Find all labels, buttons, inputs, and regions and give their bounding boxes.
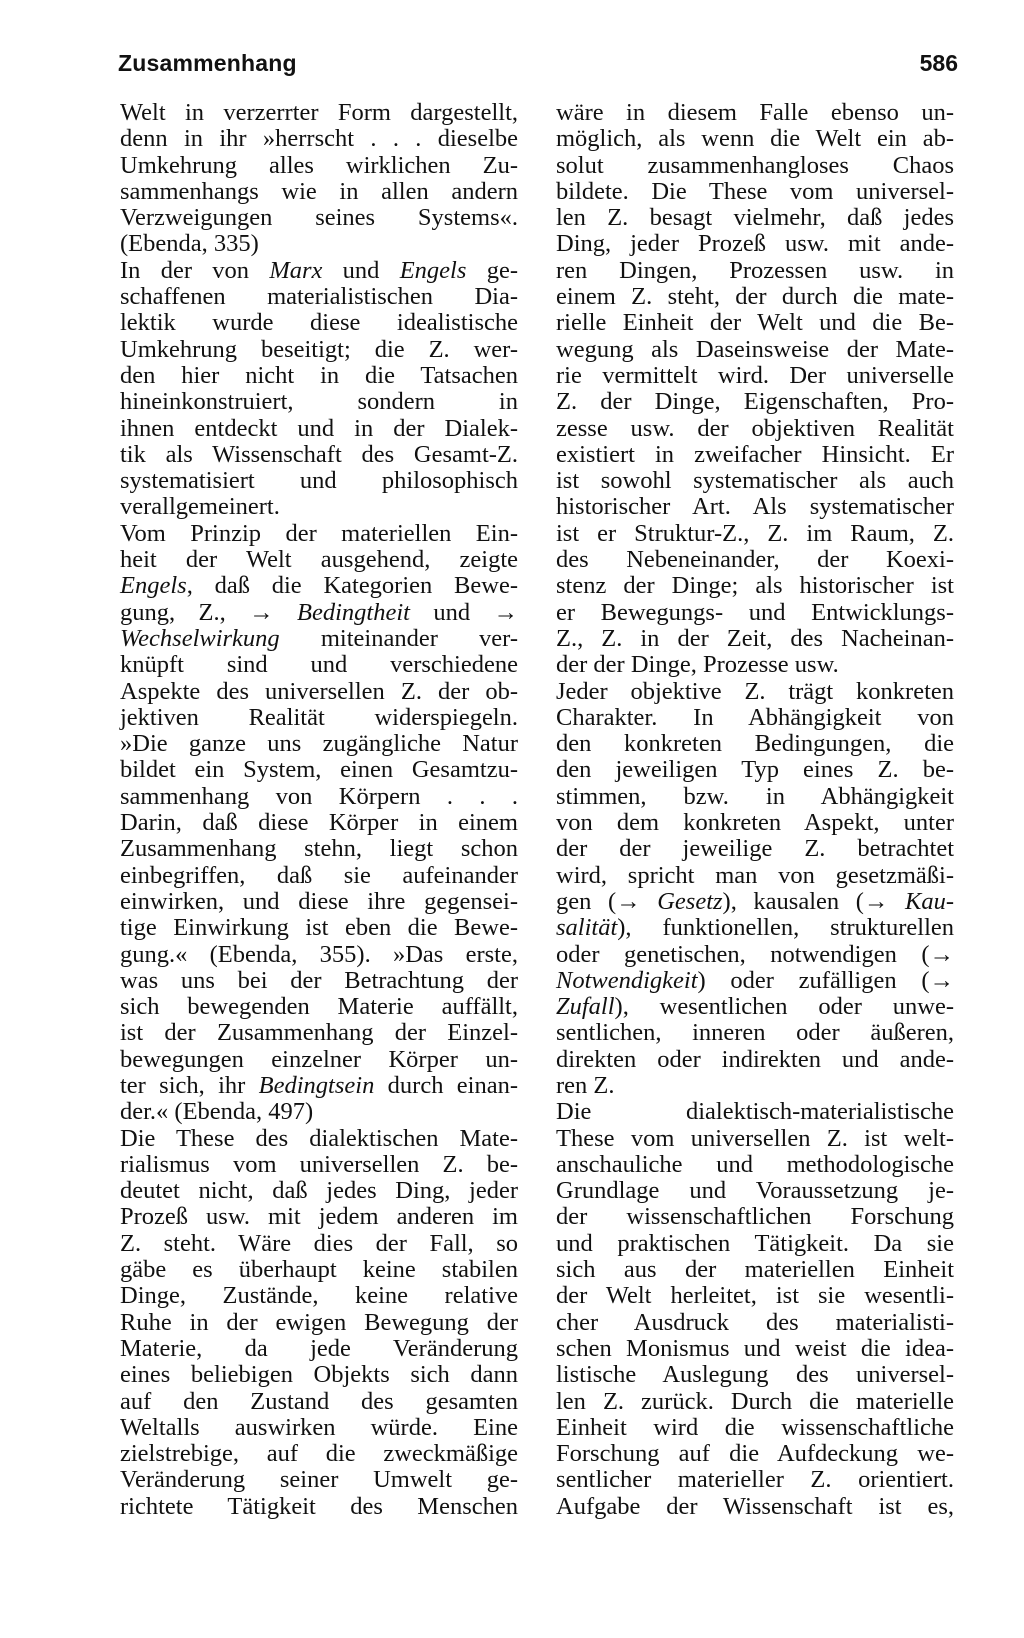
text-line: wäre in diesem Falle ebenso un- bbox=[556, 99, 954, 126]
text-line: Umkehrung beseitigt; die Z. wer- bbox=[120, 335, 518, 363]
text-line: von dem konkreten Aspekt, unter bbox=[556, 809, 954, 837]
text-line: deutet nicht, daß jedes Ding, jeder bbox=[120, 1177, 518, 1205]
text-line: stimmen, bzw. in Abhängigkeit bbox=[556, 782, 954, 810]
text-line: was uns bei der Betrachtung der bbox=[120, 966, 518, 994]
text-line: gung.« (Ebenda, 355). »Das erste, bbox=[120, 940, 518, 968]
text-line: Engels, daß die Kategorien Bewe- bbox=[120, 572, 518, 600]
text-line: bewegungen einzelner Körper un- bbox=[120, 1045, 518, 1073]
text-line: Z. steht. Wäre dies der Fall, so bbox=[120, 1229, 518, 1257]
text-line: heit der Welt ausgehend, zeigte bbox=[120, 546, 518, 574]
text-line: sammenhangs wie in allen andern bbox=[120, 177, 518, 205]
text-line: Grundlage und Voraussetzung je- bbox=[556, 1177, 954, 1205]
text-line: und praktischen Tätigkeit. Da sie bbox=[556, 1229, 954, 1257]
text-line: jektiven Realität widerspiegeln. bbox=[120, 703, 518, 731]
text-line: Z. der Dinge, Eigenschaften, Pro- bbox=[556, 388, 954, 416]
text-line: sentlicher materieller Z. orientiert. bbox=[556, 1466, 954, 1494]
text-line: tige Einwirkung ist eben die Bewe- bbox=[120, 914, 518, 942]
text-line: historischer Art. Als systematischer bbox=[556, 493, 954, 521]
page-header bbox=[118, 50, 958, 84]
text-line: These vom universellen Z. ist welt- bbox=[556, 1124, 954, 1152]
text-line: Notwendigkeit) oder zufälligen (→ bbox=[556, 966, 954, 994]
text-line: Die These des dialektischen Mate- bbox=[120, 1124, 518, 1152]
text-line: eines beliebigen Objekts sich dann bbox=[120, 1361, 518, 1389]
text-line: Charakter. In Abhängigkeit von bbox=[556, 703, 954, 731]
text-line: Zufall), wesentlichen oder unwe- bbox=[556, 993, 954, 1021]
text-line: »Die ganze uns zugängliche Natur bbox=[120, 730, 518, 758]
text-line: direkten oder indirekten und ande- bbox=[556, 1045, 954, 1073]
text-line: verallgemeinert. bbox=[120, 493, 280, 521]
text-line: tik als Wissenschaft des Gesamt-Z. bbox=[120, 440, 518, 468]
text-line: In der von Marx und Engels ge- bbox=[120, 256, 518, 284]
text-line: stenz der Dinge; als historischer ist bbox=[556, 572, 954, 600]
text-line: ren Dingen, Prozessen usw. in bbox=[556, 256, 954, 284]
text-line: Prozeß usw. mit jedem anderen im bbox=[120, 1203, 518, 1231]
text-line: Vom Prinzip der materiellen Ein- bbox=[120, 519, 518, 547]
text-line: schen Monismus und weist die idea- bbox=[556, 1334, 954, 1362]
text-line: Ruhe in der ewigen Bewegung der bbox=[120, 1308, 518, 1336]
text-line: Einheit wird die wissenschaftliche bbox=[556, 1413, 954, 1441]
text-line: wird, spricht man von gesetzmäßi- bbox=[556, 861, 954, 889]
text-line: existiert in zweifacher Hinsicht. Er bbox=[556, 440, 954, 468]
text-line: zielstrebige, auf die zweckmäßige bbox=[120, 1440, 518, 1468]
text-line: rie vermittelt wird. Der universelle bbox=[556, 361, 954, 389]
text-line: knüpft sind und verschiedene bbox=[120, 651, 518, 679]
text-line: systematisiert und philosophisch bbox=[120, 467, 518, 495]
text-line: bildet ein System, einen Gesamtzu- bbox=[120, 756, 518, 784]
text-line: ist der Zusammenhang der Einzel- bbox=[120, 1019, 518, 1047]
text-line: (Ebenda, 335) bbox=[120, 230, 259, 258]
text-line: rielle Einheit der Welt und die Be- bbox=[556, 309, 954, 337]
text-line: denn in ihr »herrscht . . . dieselbe bbox=[120, 125, 518, 153]
text-line: hineinkonstruiert, sondern in bbox=[120, 388, 518, 416]
text-line: Aufgabe der Wissenschaft ist es, bbox=[556, 1492, 954, 1520]
text-line: ist er Struktur-Z., Z. im Raum, Z. bbox=[556, 519, 954, 547]
text-line: Umkehrung alles wirklichen Zu- bbox=[120, 151, 518, 179]
text-line: Zusammenhang stehn, liegt schon bbox=[120, 835, 518, 863]
text-line: auf den Zustand des gesamten bbox=[120, 1387, 518, 1415]
text-line: len Z. zurück. Durch die materielle bbox=[556, 1387, 954, 1415]
text-line: Materie, da jede Veränderung bbox=[120, 1334, 518, 1362]
text-line: ihnen entdeckt und in der Dialek- bbox=[120, 414, 518, 442]
text-line: richtete Tätigkeit des Menschen bbox=[120, 1492, 518, 1520]
text-line: listische Auslegung des universel- bbox=[556, 1361, 954, 1389]
text-line: einwirken, und diese ihre gegensei- bbox=[120, 887, 518, 915]
text-line: schaffenen materialistischen Dia- bbox=[120, 283, 518, 311]
text-line: den konkreten Bedingungen, die bbox=[556, 730, 954, 758]
text-line: Z., Z. in der Zeit, des Nacheinan- bbox=[556, 624, 954, 652]
text-line: des Nebeneinander, der Koexi- bbox=[556, 546, 954, 574]
page-number: 586 bbox=[919, 50, 958, 76]
text-line: einbegriffen, daß sie aufeinander bbox=[120, 861, 518, 889]
text-line: Aspekte des universellen Z. der ob- bbox=[120, 677, 518, 705]
text-line: ren Z. bbox=[556, 1071, 615, 1099]
text-line: ter sich, ihr Bedingtsein durch einan- bbox=[120, 1071, 518, 1099]
text-line: oder genetischen, notwendigen (→ bbox=[556, 940, 954, 968]
text-line: möglich, als wenn die Welt ein ab- bbox=[556, 125, 954, 153]
text-line: len Z. besagt vielmehr, daß jedes bbox=[556, 204, 954, 232]
text-line: sammenhang von Körpern . . . bbox=[120, 782, 518, 810]
text-line: salität), funktionellen, strukturellen bbox=[556, 914, 954, 942]
text-line: Weltalls auswirken würde. Eine bbox=[120, 1413, 518, 1441]
text-line: lektik wurde diese idealistische bbox=[120, 309, 518, 337]
text-line: der.« (Ebenda, 497) bbox=[120, 1098, 314, 1126]
text-line: gen (→ Gesetz), kausalen (→ Kau- bbox=[556, 887, 954, 915]
text-line: sich aus der materiellen Einheit bbox=[556, 1256, 954, 1284]
text-line: einem Z. steht, der durch die mate- bbox=[556, 283, 954, 311]
text-line: Ding, jeder Prozeß usw. mit ande- bbox=[556, 230, 954, 258]
text-line: ist sowohl systematischer als auch bbox=[556, 467, 954, 495]
text-line: Forschung auf die Aufdeckung we- bbox=[556, 1440, 954, 1468]
text-line: Jeder objektive Z. trägt konkreten bbox=[556, 677, 954, 705]
text-line: den jeweiligen Typ eines Z. be- bbox=[556, 756, 954, 784]
text-line: Darin, daß diese Körper in einem bbox=[120, 809, 518, 837]
text-line: Welt in verzerrter Form dargestellt, bbox=[120, 99, 518, 126]
text-line: Veränderung seiner Umwelt ge- bbox=[120, 1466, 518, 1494]
text-line: Die dialektisch-materialistische bbox=[556, 1098, 954, 1126]
text-line: der der Dinge, Prozesse usw. bbox=[556, 651, 839, 679]
text-line: sentlichen, inneren oder äußeren, bbox=[556, 1019, 954, 1047]
left-text-column bbox=[120, 100, 518, 1520]
text-line: wegung als Daseinsweise der Mate- bbox=[556, 335, 954, 363]
running-head-keyword: Zusammenhang bbox=[118, 50, 297, 76]
text-line: den hier nicht in die Tatsachen bbox=[120, 361, 518, 389]
text-line: bildete. Die These vom universel- bbox=[556, 177, 954, 205]
text-line: Dinge, Zustände, keine relative bbox=[120, 1282, 518, 1310]
text-line: der Welt herleitet, ist sie wesentli- bbox=[556, 1282, 954, 1310]
text-line: cher Ausdruck des materialisti- bbox=[556, 1308, 954, 1336]
text-line: solut zusammenhangloses Chaos bbox=[556, 151, 954, 179]
text-line: Wechselwirkung miteinander ver- bbox=[120, 624, 518, 652]
text-line: der wissenschaftlichen Forschung bbox=[556, 1203, 954, 1231]
text-line: zesse usw. der objektiven Realität bbox=[556, 414, 954, 442]
text-line: gäbe es überhaupt keine stabilen bbox=[120, 1256, 518, 1284]
right-text-column bbox=[556, 100, 954, 1520]
text-line: rialismus vom universellen Z. be- bbox=[120, 1150, 518, 1178]
text-line: anschauliche und methodologische bbox=[556, 1150, 954, 1178]
text-line: sich bewegenden Materie auffällt, bbox=[120, 993, 518, 1021]
text-line: er Bewegungs- und Entwicklungs- bbox=[556, 598, 954, 626]
text-line: Verzweigungen seines Systems«. bbox=[120, 204, 518, 232]
text-line: der der jeweilige Z. betrachtet bbox=[556, 835, 954, 863]
text-line: gung, Z., → Bedingtheit und → bbox=[120, 598, 518, 626]
